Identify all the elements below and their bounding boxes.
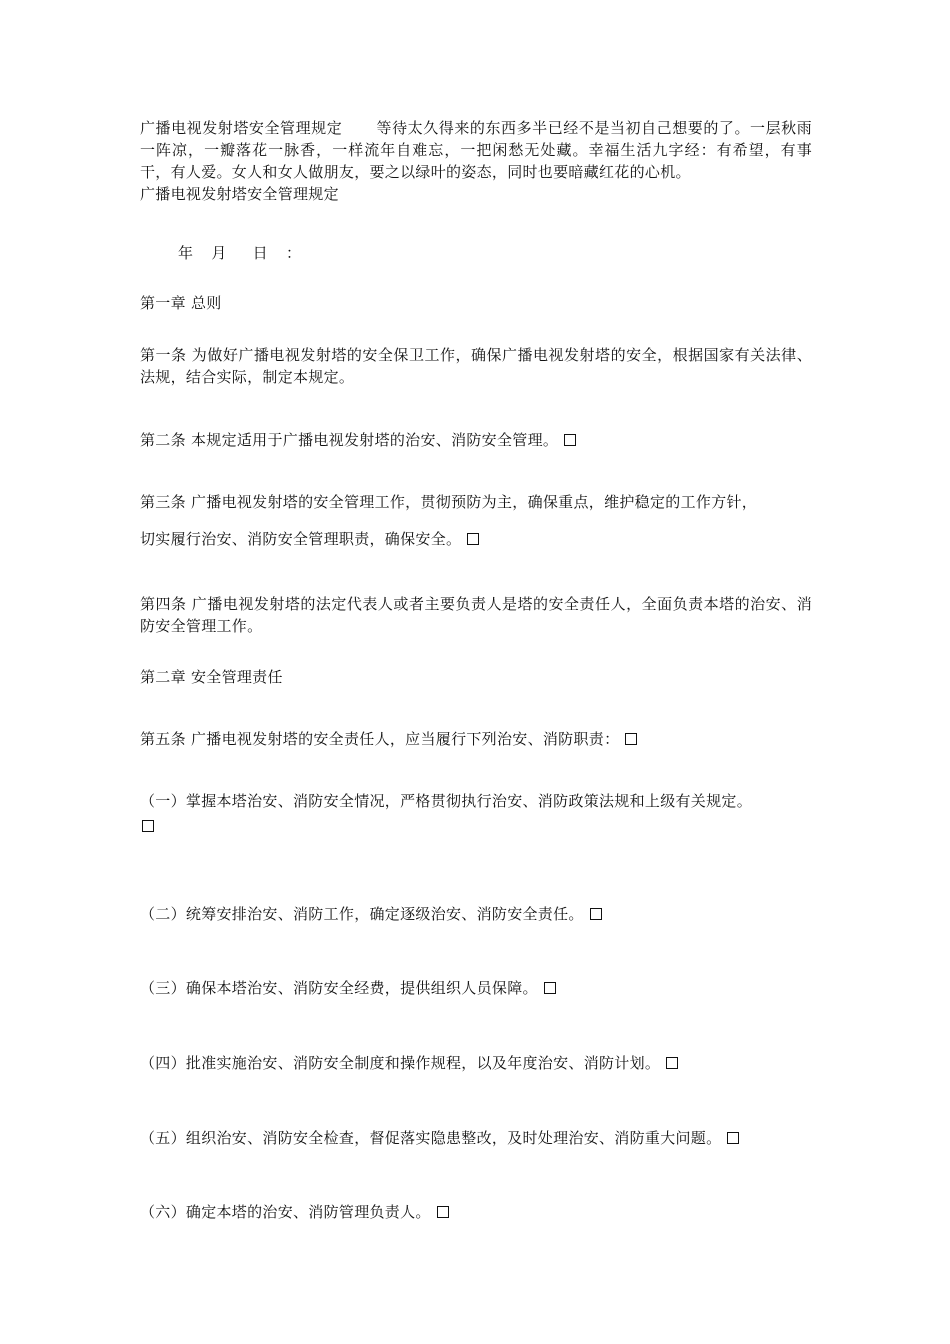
item-5 — [140, 1127, 812, 1149]
item-6 — [140, 1201, 812, 1223]
item-5-text: （五）组织治安、消防安全检查，督促落实隐患整改，及时处理治安、消防重大问题。 — [140, 1129, 722, 1147]
chapter-heading-2: 第二章 安全管理责任 — [140, 668, 283, 686]
checkbox-placeholder-icon — [142, 820, 154, 832]
article-4: 第四条 广播电视发射塔的法定代表人或者主要负责人是塔的安全责任人，全面负责本塔的治安、消防安全管理工作。 — [140, 595, 812, 635]
date-colon: ： — [285, 244, 302, 262]
article-3-line2-text: 切实履行治安、消防安全管理职责，确保安全。 — [140, 530, 462, 548]
intro-text-line1: 等待太久得来的东西多半已经不是当初自己想要的了。一 — [376, 119, 766, 137]
date-year: 年 — [178, 244, 194, 262]
item-2-text: （二）统筹安排治安、消防工作，确定逐级治安、消防安全责任。 — [140, 905, 584, 923]
item-6-text: （六）确定本塔的治安、消防管理负责人。 — [140, 1203, 431, 1221]
checkbox-placeholder-icon — [666, 1057, 678, 1069]
checkbox-placeholder-icon — [625, 733, 637, 745]
checkbox-placeholder-icon — [727, 1132, 739, 1144]
item-3-text: （三）确保本塔治安、消防安全经费，提供组织人员保障。 — [140, 979, 538, 997]
article-2 — [140, 429, 812, 451]
chapter-heading-1: 第一章 总则 — [140, 294, 222, 312]
item-1 — [140, 790, 812, 832]
article-3-line1: 第三条 广播电视发射塔的安全管理工作，贯彻预防为主，确保重点，维护稳定的工作方针， — [140, 493, 758, 511]
checkbox-placeholder-icon — [564, 434, 576, 446]
document-title: 广播电视发射塔安全管理规定 — [140, 185, 339, 203]
checkbox-placeholder-icon — [437, 1206, 449, 1218]
date-line — [178, 242, 850, 264]
article-5 — [140, 728, 812, 750]
article-1: 第一条 为做好广播电视发射塔的安全保卫工作，确保广播电视发射塔的安全，根据国家有关法律、法规，结合实际，制定本规定。 — [140, 346, 812, 386]
date-month: 月 — [211, 244, 227, 262]
item-1-text: （一）掌握本塔治安、消防安全情况，严格贯彻执行治安、消防政策法规和上级有关规定。 — [140, 792, 753, 810]
checkbox-placeholder-icon — [467, 533, 479, 545]
checkbox-placeholder-icon — [544, 982, 556, 994]
article-2-text: 第二条 本规定适用于广播电视发射塔的治安、消防安全管理。 — [140, 431, 559, 449]
item-2 — [140, 903, 812, 925]
item-4 — [140, 1052, 812, 1074]
item-4-text: （四）批准实施治安、消防安全制度和操作规程，以及年度治安、消防计划。 — [140, 1054, 661, 1072]
intro-text-rest: 层秋雨一阵凉，一瓣落花一脉香，一样流年自难忘，一把闲愁无处藏。幸福生活九字经：有希望，有事干，有人爱。女人和女人做朋友，要之以绿叶的姿态，同时也要暗藏红花的心机。 — [140, 119, 812, 181]
date-day: 日 — [252, 244, 268, 262]
checkbox-placeholder-icon — [590, 908, 602, 920]
intro-title: 广播电视发射塔安全管理规定 — [140, 119, 343, 137]
article-5-text: 第五条 广播电视发射塔的安全责任人，应当履行下列治安、消防职责： — [140, 730, 620, 748]
item-3 — [140, 977, 812, 999]
article-3-line2 — [140, 528, 812, 550]
intro-paragraph — [140, 117, 812, 205]
